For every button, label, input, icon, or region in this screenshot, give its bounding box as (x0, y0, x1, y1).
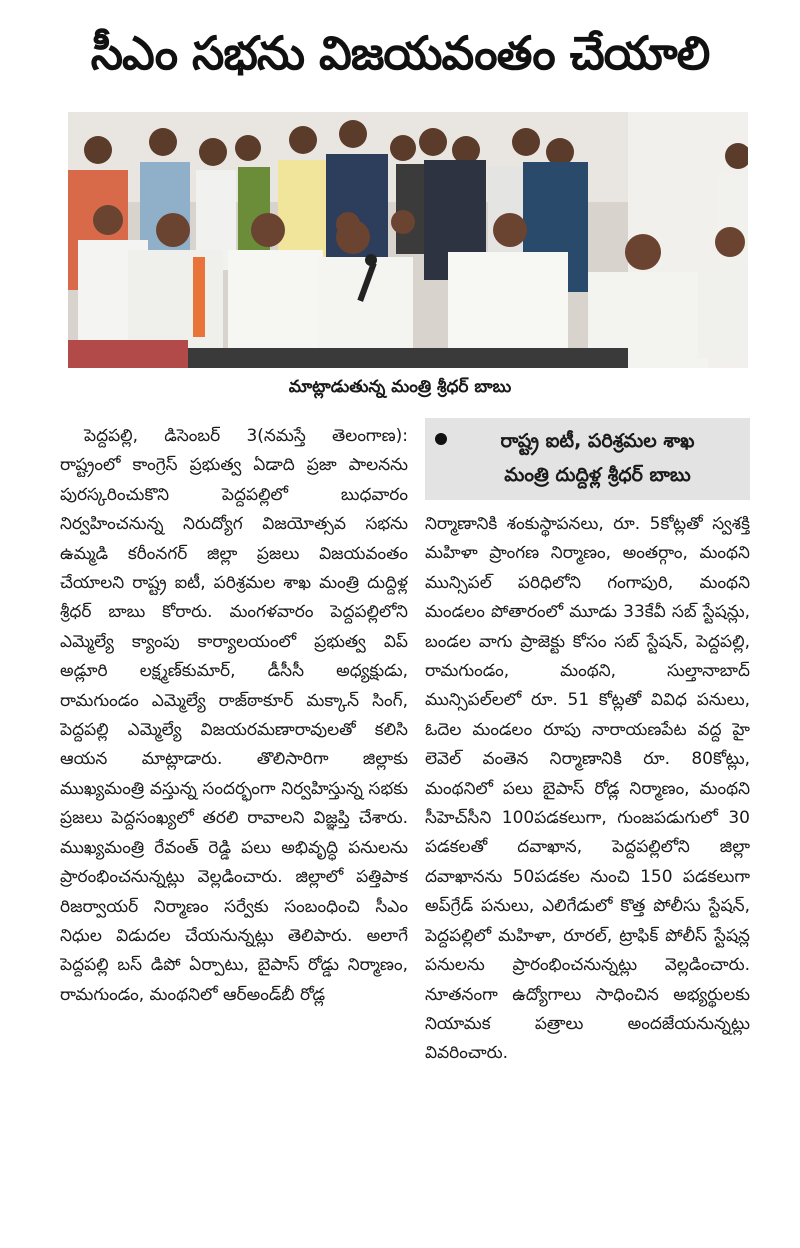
pullquote-line-2: మంత్రి దుద్దిళ్ల శ్రీధర్ బాబు (504, 464, 691, 486)
article-paragraph: పెద్దపల్లి, డిసెంబర్ 3(నమస్తే తెలంగాణ): రాష్ట్రంలో కాంగ్రెస్ ప్రభుత్వ ఏడాది ప్రజా పాలనను పురస్కరించుకొని పెద్దపల్లిలో బుధవారం నిర్వహించనున్న నిరుద్యోగ విజయోత్సవ సభను ఉమ్మడి కరీంనగర్ జిల్లా ప్రజలు విజయవంతం చేయాలని రాష్ట్ర ఐటీ, పరిశ్రమల శాఖ మంత్రి దుద్దిళ్ల శ్రీధర్ బాబు కోరారు. మంగళవారం పెద్దపల్లిలోని ఎమ్మెల్యే క్యాంపు కార్యాలయంలో ప్రభుత్వ విప్ అడ్లూరి లక్ష్మణ్‌కుమార్, డీసీసీ అధ్యక్షుడు, రామగుండం ఎమ్మెల్యే రాజ్‌ఠాకూర్ మక్కాన్ సింగ్, పెద్దపల్లి ఎమ్మెల్యే విజయరమణారావులతో కలిసి ఆయన మాట్లాడారు. తొలిసారిగా జిల్లాకు ముఖ్యమంత్రి వస్తున్న సందర్భంగా నిర్వహిస్తున్న సభకు ప్రజలు పెద్దసంఖ్యలో తరలి రావాలని విజ్ఞప్తి చేశారు. ముఖ్యమంత్రి రేవంత్ రెడ్డి పలు అభివృద్ధి పనులను ప్రారంభించనున్నట్లు వెల్లడించారు. జిల్లాలో పత్తిపాక రిజర్వాయర్ నిర్మాణం సర్వేకు సంబంధించి సీఎం నిధుల విడుదల చేయనున్నట్లు తెలిపారు. అలాగే పెద్దపల్లి బస్ డిపో ఏర్పాటు, బైపాస్ రోడ్డు నిర్మాణం, రామగుండం, మంథనిలో ఆర్అండ్‌బీ రోడ్ల (60, 426, 408, 1005)
article-body-right-column (425, 510, 750, 1237)
article-body-left-column (60, 422, 408, 1237)
pullquote-box (425, 418, 750, 500)
press-meet-photo-illustration (68, 112, 748, 368)
headline: సీఎం సభను విజయవంతం చేయాలి (90, 26, 710, 80)
photo-caption: మాట్లాడుతున్న మంత్రి శ్రీధర్ బాబు (288, 377, 512, 397)
news-photo (68, 112, 748, 368)
pullquote-line-1: రాష్ట్ర ఐటీ, పరిశ్రమల శాఖ (500, 430, 695, 452)
bullet-icon (435, 433, 447, 445)
article-paragraph: నిర్మాణానికి శంకుస్థాపనలు, రూ. 5కోట్లతో స్వశక్తి మహిళా ప్రాంగణ నిర్మాణం, అంతర్గాం, మంథని మున్సిపల్ పరిధిలోని గంగాపురి, మంథని మండలం పోతారంలో మూడు 33కేవీ సబ్ స్టేషన్లు, బండల వాగు ప్రాజెక్టు కోసం సబ్ స్టేషన్, పెద్దపల్లి, రామగుండం, మంథని, సుల్తానాబాద్ మున్సిపల్‌లలో రూ. 51 కోట్లతో వివిధ పనులు, ఓదెల మండలం రూపు నారాయణపేట వద్ద హై లెవెల్ వంతెన నిర్మాణానికి రూ. 80కోట్లు, మంథనిలో పలు బైపాస్ రోడ్ల నిర్మాణం, మంథని సీహెచ్‌సీని 100పడకలుగా, గుంజపడుగులో 30 పడకలతో దవాఖాన, పెద్దపల్లిలోని జిల్లా దవాఖానను 50పడకల నుంచి 150 పడకలుగా అప్‌గ్రేడ్ పనులు, ఎలిగేడులో కొత్త పోలీసు స్టేషన్, పెద్దపల్లిలో మహిళా, రూరల్, ట్రాఫిక్ పోలీస్ స్టేషన్ల పనులను ప్రారంభించనున్నట్లు వెల్లడించారు. నూతనంగా ఉద్యోగాలు సాధించిన అభ్యర్థులకు నియామక పత్రాలు అందజేయనున్నట్లు వివరించారు. (425, 514, 750, 1064)
